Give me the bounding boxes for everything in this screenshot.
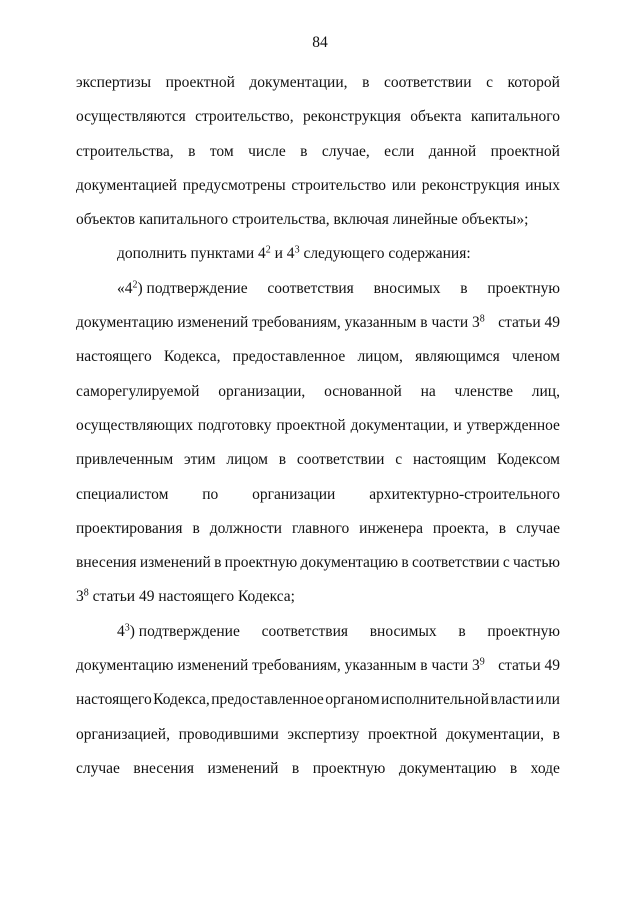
word: вносимых: [369, 622, 437, 640]
superscript: 8: [83, 587, 89, 599]
word: документацию: [398, 759, 497, 777]
word: осуществляются: [76, 108, 186, 126]
word: проектную: [312, 759, 386, 777]
word: привлеченным: [76, 451, 174, 469]
word: строительство: [291, 176, 387, 194]
text-line: [76, 683, 560, 717]
word: саморегулируемой: [76, 382, 200, 400]
text-line: [76, 169, 560, 203]
word: власти: [490, 691, 535, 709]
text-line: [76, 306, 560, 340]
word: этим: [183, 451, 216, 469]
word: документацию: [300, 554, 399, 572]
word: соответствия: [261, 622, 348, 640]
word: исполнительной: [380, 691, 490, 709]
text-line: [76, 649, 560, 683]
word: утвержденное: [466, 416, 560, 434]
word: основанной: [324, 382, 402, 400]
word: в: [214, 554, 222, 572]
text-line: объектов капитального строительства, включая линейные объекты»;: [76, 211, 529, 229]
word: организации,: [218, 382, 306, 400]
word: или: [535, 691, 560, 709]
word: в: [401, 554, 409, 572]
superscript: 2: [265, 244, 271, 256]
word: проектной: [276, 416, 346, 434]
word: документации,: [350, 416, 449, 434]
text-span: документацию изменений требованиям, указанным в части 3: [76, 657, 480, 675]
word: в: [291, 759, 300, 777]
text-line: [76, 375, 560, 409]
word: лицом,: [357, 348, 403, 366]
word: в: [509, 759, 518, 777]
superscript: 8: [479, 313, 485, 325]
word: проектную: [487, 279, 560, 297]
word: проектной: [368, 725, 438, 743]
document-body: [76, 66, 560, 786]
word: настоящего: [76, 691, 152, 709]
word: проектной: [165, 74, 235, 91]
item-4-3-first-line: [76, 615, 560, 649]
word: предусмотрены: [182, 176, 286, 194]
word: предоставленное: [232, 348, 346, 366]
word: или: [391, 176, 417, 194]
word: внесения: [76, 554, 137, 572]
word: проводившими: [178, 725, 279, 743]
word: соответствии: [411, 554, 500, 572]
text-line: [76, 443, 560, 477]
text-span: документацию изменений требованиям, указанным в части 3: [76, 314, 480, 332]
item-label: [117, 272, 248, 306]
word: реконструкция: [303, 108, 401, 126]
item-4-2-first-line: [76, 272, 560, 306]
word: на: [420, 382, 436, 400]
text-span: дополнить пунктами 4: [117, 245, 266, 263]
text-line: [76, 718, 560, 752]
text-line: [76, 478, 560, 512]
text-span: «4: [117, 279, 133, 297]
word: лицом: [226, 451, 268, 469]
word: строительства,: [76, 142, 174, 160]
word: в: [458, 622, 466, 640]
word: в: [460, 279, 468, 297]
word: документации,: [249, 74, 348, 91]
word: частью: [512, 554, 560, 572]
text-span: [76, 649, 485, 683]
text-span: 3: [76, 588, 84, 606]
word: документацией: [76, 176, 178, 194]
text-line: [76, 409, 560, 443]
word: капитального: [470, 108, 560, 126]
word: документации,: [445, 725, 545, 743]
word: в: [498, 519, 507, 537]
word: если: [384, 142, 415, 160]
text-span: статьи 49: [498, 314, 560, 332]
word: осуществляющих: [76, 416, 193, 434]
page-number: 84: [312, 34, 328, 51]
word: предоставленное: [211, 691, 324, 709]
text-span: 4: [117, 622, 125, 640]
word: инженера: [359, 519, 423, 537]
word: внесения: [133, 759, 194, 777]
superscript: 9: [479, 656, 485, 668]
text-line: [76, 135, 560, 169]
word: органом: [325, 691, 380, 709]
text-span: ) подтверждение: [129, 622, 240, 640]
word: проектную: [487, 622, 560, 640]
word: главного: [291, 519, 350, 537]
word: экспертизы: [76, 74, 152, 91]
text-line: [76, 100, 560, 134]
word: проектной: [490, 142, 560, 160]
text-line: [76, 512, 560, 546]
word: членом: [511, 348, 560, 366]
word: с: [486, 74, 493, 91]
word: в: [192, 519, 200, 537]
word: числе: [248, 142, 286, 160]
word: соответствии: [296, 451, 385, 469]
word: в: [300, 142, 308, 160]
word: в: [278, 451, 287, 469]
word: проектную: [224, 554, 298, 572]
word: организацией,: [76, 725, 170, 743]
word: том: [209, 142, 234, 160]
item-label: [117, 615, 240, 649]
word: вносимых: [373, 279, 441, 297]
word: лиц,: [531, 382, 560, 400]
text-span: статьи 49 настоящего Кодекса;: [88, 588, 295, 606]
word: с: [395, 451, 403, 469]
word: Кодексом: [497, 451, 560, 469]
text-span: статьи 49: [498, 657, 560, 675]
text-span: и 4: [270, 245, 295, 263]
word: специалистом: [76, 485, 169, 503]
word: объекта: [410, 108, 462, 126]
word: ходе: [530, 759, 560, 777]
word: случае: [76, 759, 120, 777]
superscript: 2: [132, 279, 138, 291]
word: строительство,: [195, 108, 294, 126]
word: в: [362, 74, 370, 91]
word: и: [453, 416, 462, 434]
superscript: 3: [124, 622, 130, 634]
word: настоящего: [76, 348, 152, 366]
word: реконструкция: [421, 176, 520, 194]
text-line: [76, 546, 560, 580]
superscript: 3: [294, 244, 300, 256]
word: изменений: [207, 759, 279, 777]
word: изменений: [139, 554, 211, 572]
word: случае: [516, 519, 560, 537]
word: членстве: [454, 382, 513, 400]
word: Кодекса,: [163, 348, 221, 366]
text-line: [76, 66, 560, 100]
word: соответствия: [267, 279, 354, 297]
text-line: [76, 580, 560, 614]
word: в: [552, 725, 560, 743]
word: по: [202, 485, 219, 503]
word: Кодекса,: [153, 691, 210, 709]
text-line: [76, 340, 560, 374]
word: данной: [428, 142, 477, 160]
paragraph-intro-line: [76, 237, 560, 271]
word: с: [502, 554, 510, 572]
text-span: следующего содержания:: [299, 245, 471, 263]
text-span: ) подтверждение: [137, 279, 248, 297]
word: должности: [209, 519, 282, 537]
word: организации: [252, 485, 336, 503]
word: настоящим: [412, 451, 487, 469]
word: которой: [507, 74, 560, 91]
word: экспертизу: [287, 725, 360, 743]
word: являющимся: [415, 348, 500, 366]
word: архитектурно-строительного: [369, 485, 560, 503]
word: в: [188, 142, 196, 160]
word: соответствии: [383, 74, 472, 91]
word: подготовку: [197, 416, 272, 434]
text-line: [76, 752, 560, 786]
word: иных: [525, 176, 560, 194]
word: проекта,: [432, 519, 489, 537]
text-span: [76, 306, 485, 340]
word: случае,: [321, 142, 370, 160]
word: проектирования: [76, 519, 183, 537]
